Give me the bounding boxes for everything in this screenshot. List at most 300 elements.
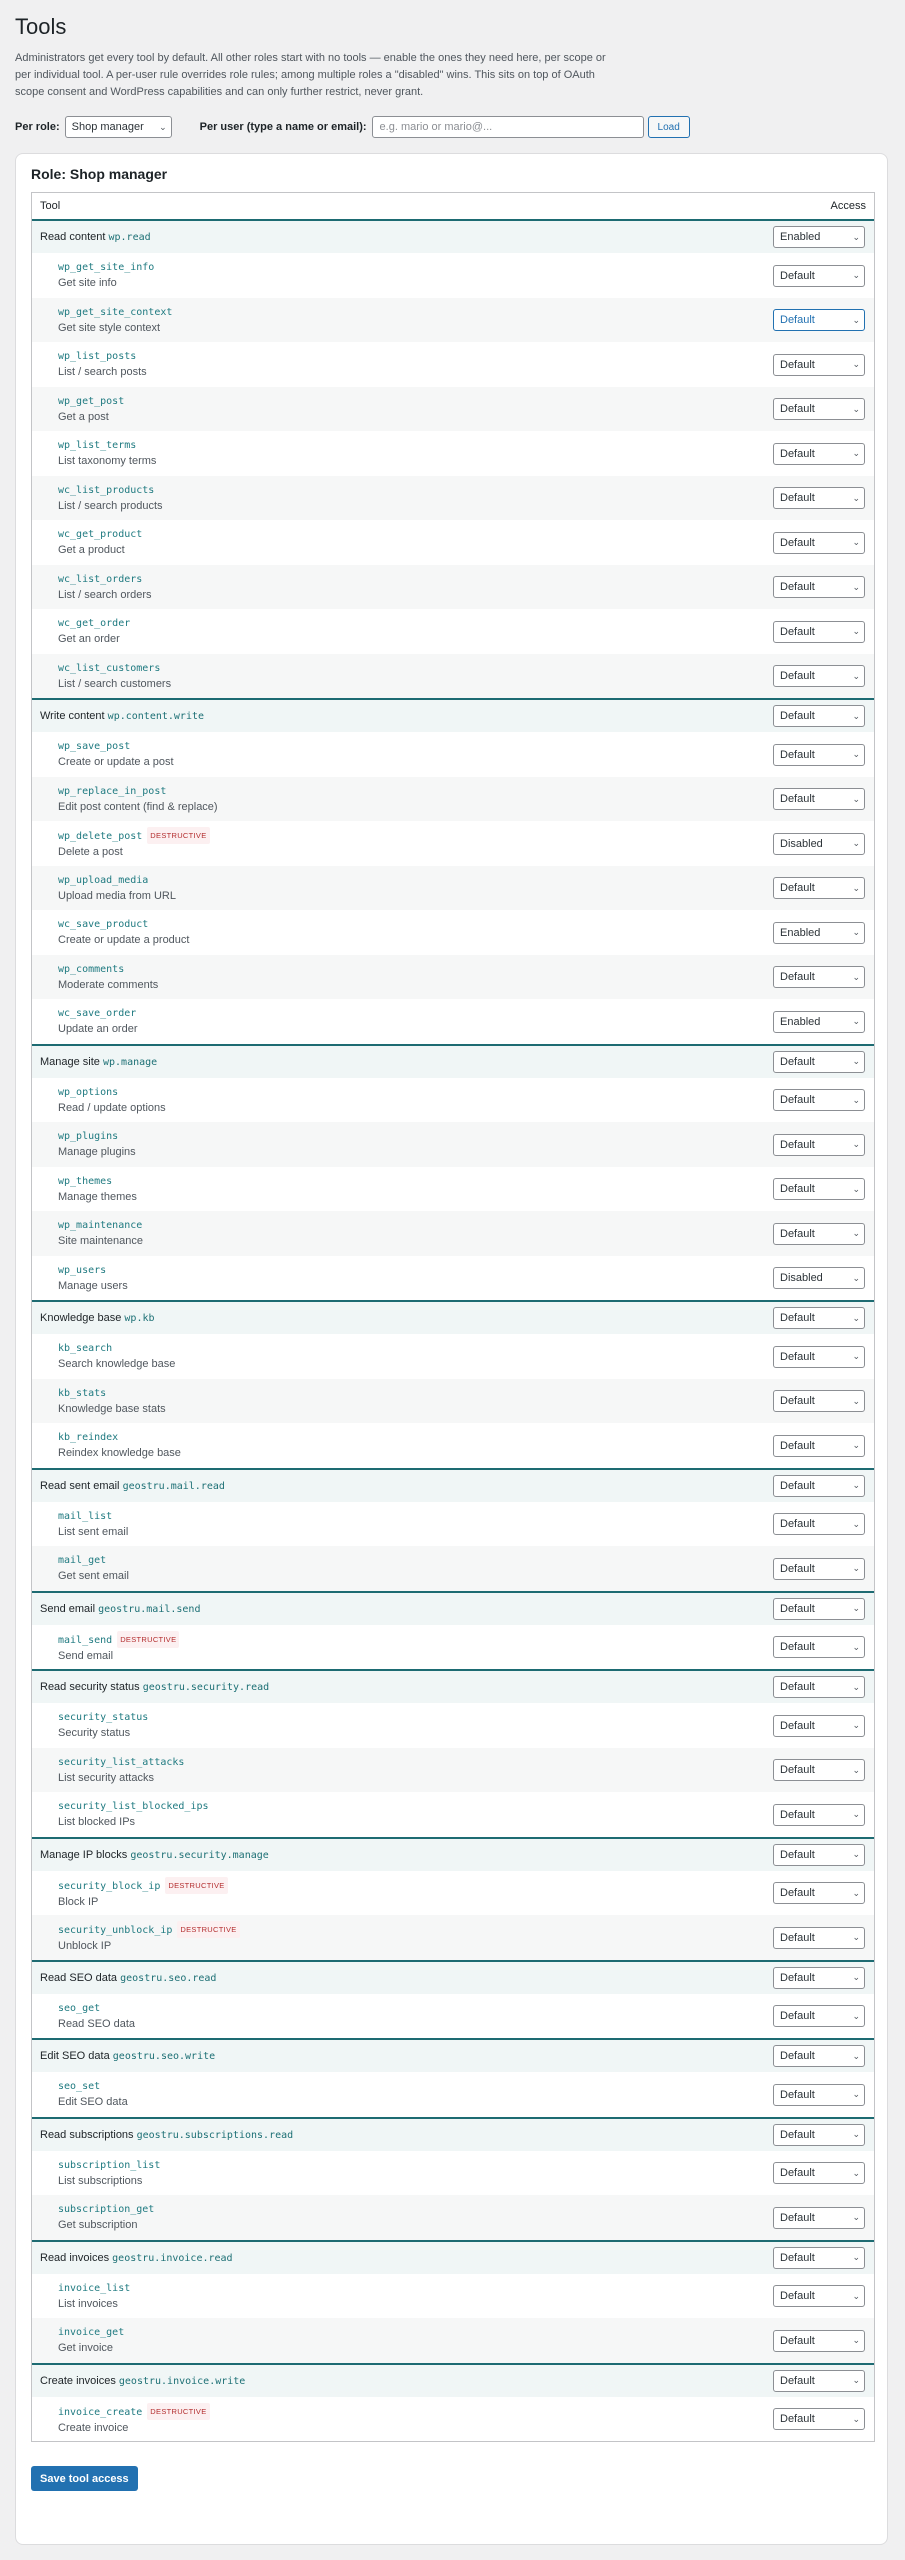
access-select-value: Default (780, 403, 815, 416)
tool-name: wp_get_site_info (58, 262, 155, 274)
access-select-value: Default (780, 492, 815, 505)
access-select[interactable] (773, 2247, 865, 2269)
tool-row (32, 1379, 874, 1424)
tool-row (32, 253, 874, 298)
tool-name: mail_send (58, 1634, 113, 1646)
scope-label: Knowledge base (40, 1312, 122, 1325)
access-select[interactable] (773, 265, 865, 287)
chevron-down-icon: ⌄ (852, 1563, 860, 1574)
access-select-value: Default (780, 2167, 815, 2180)
tool-info (58, 394, 124, 425)
scope-row (32, 2038, 874, 2072)
chevron-down-icon: ⌄ (852, 403, 860, 414)
destructive-badge: DESTRUCTIVE (165, 1877, 227, 1894)
scope-title (40, 2375, 245, 2387)
access-select-value: Disabled (780, 1272, 823, 1285)
tool-description: Update an order (58, 1023, 138, 1036)
access-select[interactable] (773, 1844, 865, 1866)
tool-info (58, 2079, 128, 2110)
tool-name-line (58, 1218, 143, 1233)
tool-name: wc_list_orders (58, 573, 143, 585)
chevron-down-icon: ⌄ (852, 2212, 860, 2223)
tool-name: wc_get_product (58, 529, 143, 541)
access-select[interactable] (773, 1307, 865, 1329)
chevron-down-icon: ⌄ (852, 1228, 860, 1239)
tool-description: Read SEO data (58, 2017, 136, 2030)
tool-name: invoice_create (58, 2406, 143, 2418)
tool-info (58, 1921, 240, 1954)
chevron-down-icon: ⌄ (852, 838, 860, 849)
destructive-badge: DESTRUCTIVE (117, 1631, 179, 1648)
chevron-down-icon: ⌄ (852, 971, 860, 982)
tool-name-line (58, 1710, 148, 1725)
tool-name: security_block_ip (58, 1880, 161, 1892)
chevron-down-icon: ⌄ (852, 882, 860, 893)
save-tool-access-button[interactable]: Save tool access (31, 2466, 138, 2491)
access-select[interactable] (773, 1089, 865, 1111)
access-select-value: Enabled (780, 1015, 821, 1028)
tool-name: security_list_blocked_ips (58, 1801, 209, 1813)
access-select[interactable] (773, 1390, 865, 1412)
tool-description: Block IP (58, 1895, 99, 1908)
access-select[interactable] (773, 1178, 865, 1200)
access-select[interactable] (773, 621, 865, 643)
access-select-value: Default (780, 1395, 815, 1408)
chevron-down-icon: ⌄ (852, 448, 860, 459)
scope-title (40, 1480, 225, 1492)
tool-description: Security status (58, 1727, 131, 1740)
destructive-badge: DESTRUCTIVE (147, 827, 209, 844)
access-select[interactable] (773, 354, 865, 376)
tool-info (58, 1710, 148, 1741)
chevron-down-icon: ⌄ (852, 2050, 860, 2061)
tool-info (58, 1631, 179, 1664)
tool-info (58, 2202, 154, 2233)
tool-description: Get subscription (58, 2219, 138, 2232)
tool-description: Get site info (58, 277, 117, 290)
tool-name: wp_list_terms (58, 440, 137, 452)
access-select[interactable] (773, 833, 865, 855)
tool-info (58, 1085, 166, 1116)
chevron-down-icon: ⌄ (852, 749, 860, 760)
access-select-value: Default (780, 2128, 815, 2141)
tool-name: wp_delete_post (58, 831, 143, 843)
tool-name-line (58, 2001, 135, 2016)
tool-row (32, 431, 874, 476)
access-select[interactable] (773, 2285, 865, 2307)
access-select[interactable] (773, 1346, 865, 1368)
tool-info (58, 1430, 181, 1461)
chevron-down-icon: ⌄ (852, 2252, 860, 2263)
chevron-down-icon: ⌄ (852, 1016, 860, 1027)
chevron-down-icon: ⌄ (852, 1887, 860, 1898)
tool-name: kb_stats (58, 1387, 107, 1399)
scope-label: Read sent email (40, 1479, 120, 1492)
access-select[interactable] (773, 665, 865, 687)
tool-description: Create invoice (58, 2421, 129, 2434)
tool-info (58, 1386, 166, 1417)
tool-name: wp_plugins (58, 1131, 119, 1143)
tool-name: wp_themes (58, 1175, 113, 1187)
scope-row (32, 1591, 874, 1625)
chevron-down-icon: ⌄ (852, 1849, 860, 1860)
tool-info (58, 527, 142, 558)
chevron-down-icon: ⌄ (852, 1183, 860, 1194)
tool-name: security_status (58, 1712, 149, 1724)
tool-name: invoice_get (58, 2327, 125, 2339)
access-select-value: Default (780, 882, 815, 895)
access-select-value: Default (780, 1971, 815, 1984)
tool-name-line (58, 1129, 136, 1144)
access-select[interactable] (773, 877, 865, 899)
access-select[interactable] (773, 309, 865, 331)
tool-name-line (58, 260, 154, 275)
access-select-value: Default (780, 1808, 815, 1821)
chevron-down-icon: ⌄ (852, 1056, 860, 1067)
tool-name-line (58, 1085, 166, 1100)
tool-name: wp_options (58, 1086, 119, 1098)
scope-code: geostru.seo.read (120, 1972, 217, 1984)
access-select-value: Default (780, 625, 815, 638)
access-select-value: Default (780, 1931, 815, 1944)
tool-name-line (58, 438, 156, 453)
tool-name: wp_get_post (58, 395, 125, 407)
access-select[interactable] (773, 2207, 865, 2229)
tool-row (32, 1334, 874, 1379)
access-select[interactable] (773, 2084, 865, 2106)
scope-label: Edit SEO data (40, 2050, 110, 2063)
tool-name: wp_comments (58, 963, 125, 975)
tool-name-line (58, 827, 210, 844)
tool-description: Create or update a post (58, 756, 174, 769)
tool-description: Send email (58, 1649, 114, 1662)
chevron-down-icon: ⌄ (852, 231, 860, 242)
tool-name-line (58, 917, 189, 932)
access-select-value: Default (780, 2088, 815, 2101)
tool-name-line (58, 1430, 181, 1445)
tool-description: Reindex knowledge base (58, 1447, 181, 1460)
tool-name-line (58, 394, 124, 409)
access-select[interactable] (773, 532, 865, 554)
tool-name: wp_save_post (58, 741, 131, 753)
chevron-down-icon: ⌄ (852, 626, 860, 637)
load-button[interactable]: Load (648, 116, 690, 138)
chevron-down-icon: ⌄ (852, 1809, 860, 1820)
access-select-value: Enabled (780, 926, 821, 939)
tool-name-line (58, 873, 176, 888)
tool-name: wp_users (58, 1264, 107, 1276)
access-select-value: Default (780, 2211, 815, 2224)
access-select[interactable] (773, 1636, 865, 1658)
chevron-down-icon: ⌄ (852, 270, 860, 281)
scope-code: wp.content.write (107, 711, 204, 723)
access-select-value: Default (780, 1681, 815, 1694)
chevron-down-icon: ⌄ (852, 1972, 860, 1983)
chevron-down-icon: ⌄ (852, 2290, 860, 2301)
access-select[interactable] (773, 1558, 865, 1580)
tool-name: wc_list_products (58, 484, 155, 496)
tool-description: Moderate comments (58, 978, 159, 991)
tool-description: List taxonomy terms (58, 455, 157, 468)
scope-title (40, 1603, 200, 1615)
tool-name-line (58, 2158, 160, 2173)
access-select-value: Default (780, 1183, 815, 1196)
tool-row (32, 1546, 874, 1591)
tool-info (58, 661, 171, 692)
tool-name-line (58, 2403, 210, 2420)
tool-name-line (58, 739, 174, 754)
tool-name-line (58, 1877, 228, 1894)
chevron-down-icon: ⌄ (852, 1518, 860, 1529)
access-select[interactable] (773, 1804, 865, 1826)
access-select[interactable] (773, 1715, 865, 1737)
access-select[interactable] (773, 1475, 865, 1497)
tool-name: security_list_attacks (58, 1756, 185, 1768)
access-select[interactable] (773, 2124, 865, 2146)
scope-title (40, 2129, 293, 2141)
tool-name: seo_set (58, 2081, 101, 2093)
tool-info (58, 438, 156, 469)
chevron-down-icon: ⌄ (852, 314, 860, 325)
tool-description: Manage users (58, 1279, 128, 1292)
tool-name-line (58, 661, 171, 676)
access-select[interactable] (773, 1435, 865, 1457)
chevron-down-icon: ⌄ (852, 1681, 860, 1692)
scope-code: geostru.seo.write (112, 2051, 216, 2063)
access-select[interactable] (773, 2370, 865, 2392)
tool-row (32, 2274, 874, 2319)
tool-row (32, 1423, 874, 1468)
access-select[interactable] (773, 2005, 865, 2027)
access-select[interactable] (773, 1967, 865, 1989)
tool-name: mail_get (58, 1555, 107, 1567)
scope-code: wp.manage (103, 1056, 158, 1068)
access-select-value: Disabled (780, 837, 823, 850)
tool-row (32, 1256, 874, 1301)
scope-code: geostru.invoice.write (118, 2375, 246, 2387)
chevron-down-icon: ⌄ (852, 2413, 860, 2424)
access-select[interactable] (773, 1759, 865, 1781)
access-select-value: Default (780, 269, 815, 282)
access-select[interactable] (773, 487, 865, 509)
chevron-down-icon: ⌄ (852, 1094, 860, 1105)
tool-name-line (58, 1341, 175, 1356)
access-select[interactable] (773, 1267, 865, 1289)
chevron-down-icon: ⌄ (852, 1272, 860, 1283)
scope-row (32, 2363, 874, 2397)
chevron-down-icon: ⌄ (852, 2129, 860, 2140)
access-select-value: Default (780, 1764, 815, 1777)
access-select[interactable] (773, 398, 865, 420)
scope-code: geostru.subscriptions.read (136, 2129, 294, 2141)
tool-name-line (58, 616, 130, 631)
access-select-value: Default (780, 1848, 815, 1861)
chevron-down-icon: ⌄ (852, 2335, 860, 2346)
tool-row (32, 866, 874, 911)
access-select[interactable] (773, 576, 865, 598)
column-header-tool: Tool (40, 200, 61, 213)
access-select[interactable] (773, 443, 865, 465)
scope-code: geostru.mail.send (98, 1603, 201, 1615)
access-select[interactable] (773, 744, 865, 766)
scope-row (32, 1669, 874, 1703)
tool-row (32, 1915, 874, 1960)
tool-row (32, 1502, 874, 1547)
chevron-down-icon: ⌄ (852, 793, 860, 804)
chevron-down-icon: ⌄ (852, 1351, 860, 1362)
access-select[interactable] (773, 2330, 865, 2352)
tool-description: Edit post content (find & replace) (58, 800, 218, 813)
tool-description: List / search posts (58, 366, 147, 379)
tool-description: Knowledge base stats (58, 1402, 166, 1415)
access-select[interactable] (773, 2162, 865, 2184)
access-select-value: Default (780, 581, 815, 594)
tool-row (32, 821, 874, 866)
scope-code: wp.read (108, 232, 151, 244)
user-search-input[interactable]: e.g. mario or mario@... (372, 116, 644, 138)
tool-row (32, 1994, 874, 2039)
tool-row (32, 298, 874, 343)
tool-row (32, 910, 874, 955)
access-select[interactable] (773, 1223, 865, 1245)
chevron-down-icon: ⌄ (852, 2010, 860, 2021)
access-select-value: Default (780, 1138, 815, 1151)
page-description: Administrators get every tool by default. All other roles start with no tools — enable the ones they need here, per scope or per individual tool. A per-user rule overrides role rules; among multiple roles a "disabled" wins. This sits on top of OAuth scope consent and WordPress capabilities and can only further restrict, never grant. (15, 52, 606, 99)
chevron-down-icon: ⌄ (852, 492, 860, 503)
access-select-value: Default (780, 536, 815, 549)
scope-code: wp.kb (124, 1313, 155, 1325)
tool-info (58, 349, 147, 380)
scope-label: Read security status (40, 1681, 140, 1694)
access-select-value: Default (780, 1439, 815, 1452)
chevron-down-icon: ⌄ (852, 1641, 860, 1652)
access-select[interactable] (773, 1011, 865, 1033)
page-title: Tools (15, 14, 67, 39)
access-select-value: Default (780, 2010, 815, 2023)
tool-info (58, 2281, 130, 2312)
access-select[interactable] (773, 2045, 865, 2067)
table-body (32, 219, 874, 2441)
access-select[interactable] (773, 1513, 865, 1535)
scope-title (40, 1681, 269, 1693)
tool-name: subscription_get (58, 2204, 155, 2216)
access-select-value: Default (780, 314, 815, 327)
access-select[interactable] (773, 966, 865, 988)
tool-info (58, 962, 158, 993)
role-select[interactable] (65, 116, 172, 138)
tool-name-line (58, 962, 158, 977)
access-select-value: Default (780, 2413, 815, 2426)
tool-description: Create or update a product (58, 934, 190, 947)
access-select-value: Default (780, 1719, 815, 1732)
access-select[interactable] (773, 705, 865, 727)
access-select[interactable] (773, 788, 865, 810)
tool-name: wc_get_order (58, 618, 131, 630)
tool-name: subscription_list (58, 2159, 161, 2171)
scope-label: Read content (40, 231, 106, 244)
role-select-value: Shop manager (71, 121, 144, 134)
access-select[interactable] (773, 1134, 865, 1156)
tool-name: mail_list (58, 1510, 113, 1522)
tool-row (32, 2195, 874, 2240)
tool-info (58, 1174, 137, 1205)
chevron-down-icon: ⌄ (852, 1139, 860, 1150)
tool-info (58, 784, 218, 815)
tool-name-line (58, 2281, 130, 2296)
tool-info (58, 739, 174, 770)
access-select[interactable] (773, 1882, 865, 1904)
access-select-value: Default (780, 2374, 815, 2387)
scope-title (40, 1972, 216, 1984)
chevron-down-icon: ⌄ (852, 1440, 860, 1451)
tool-name: kb_reindex (58, 1432, 119, 1444)
tool-name: invoice_list (58, 2282, 131, 2294)
tool-row (32, 999, 874, 1044)
access-select[interactable] (773, 2408, 865, 2430)
tool-row (32, 2397, 874, 2442)
tool-name-line (58, 1263, 128, 1278)
access-select[interactable] (773, 1676, 865, 1698)
tool-info (58, 2325, 124, 2356)
tool-row (32, 565, 874, 610)
tool-name: kb_search (58, 1343, 113, 1355)
destructive-badge: DESTRUCTIVE (147, 2403, 209, 2420)
scope-label: Write content (40, 710, 105, 723)
access-select[interactable] (773, 1051, 865, 1073)
access-select[interactable] (773, 1927, 865, 1949)
tool-row (32, 1167, 874, 1212)
access-select-value: Default (780, 1518, 815, 1531)
tool-name: wc_list_customers (58, 662, 161, 674)
access-select-value: Default (780, 1350, 815, 1363)
scope-row (32, 1960, 874, 1994)
scope-label: Manage site (40, 1055, 100, 1068)
tool-description: Manage plugins (58, 1146, 136, 1159)
scope-title (40, 2252, 233, 2264)
tool-description: List / search customers (58, 677, 172, 690)
chevron-down-icon: ⌄ (852, 2089, 860, 2100)
access-select-value: Default (780, 1887, 815, 1900)
scope-row (32, 1837, 874, 1871)
scope-title (40, 1056, 157, 1068)
chevron-down-icon: ⌄ (852, 1932, 860, 1943)
tool-row (32, 609, 874, 654)
tool-name: wp_replace_in_post (58, 785, 167, 797)
tool-description: Read / update options (58, 1101, 166, 1114)
tool-name-line (58, 2202, 154, 2217)
tool-info (58, 2158, 160, 2189)
tool-name-line (58, 2079, 128, 2094)
tool-name-line (58, 1386, 166, 1401)
chevron-down-icon: ⌄ (852, 670, 860, 681)
scope-row (32, 1300, 874, 1334)
tool-info (58, 1799, 209, 1830)
tool-row (32, 1122, 874, 1167)
access-select[interactable] (773, 922, 865, 944)
scope-title (40, 710, 204, 722)
scope-title (40, 2050, 215, 2062)
tool-info (58, 260, 154, 291)
tool-info (58, 1553, 129, 1584)
access-select[interactable] (773, 1598, 865, 1620)
access-select-value: Default (780, 748, 815, 761)
tools-table (31, 192, 875, 2442)
tool-name-line (58, 784, 218, 799)
access-select-value: Default (780, 1479, 815, 1492)
access-select[interactable] (773, 226, 865, 248)
tool-name-line (58, 483, 163, 498)
chevron-down-icon: ⌄ (852, 927, 860, 938)
